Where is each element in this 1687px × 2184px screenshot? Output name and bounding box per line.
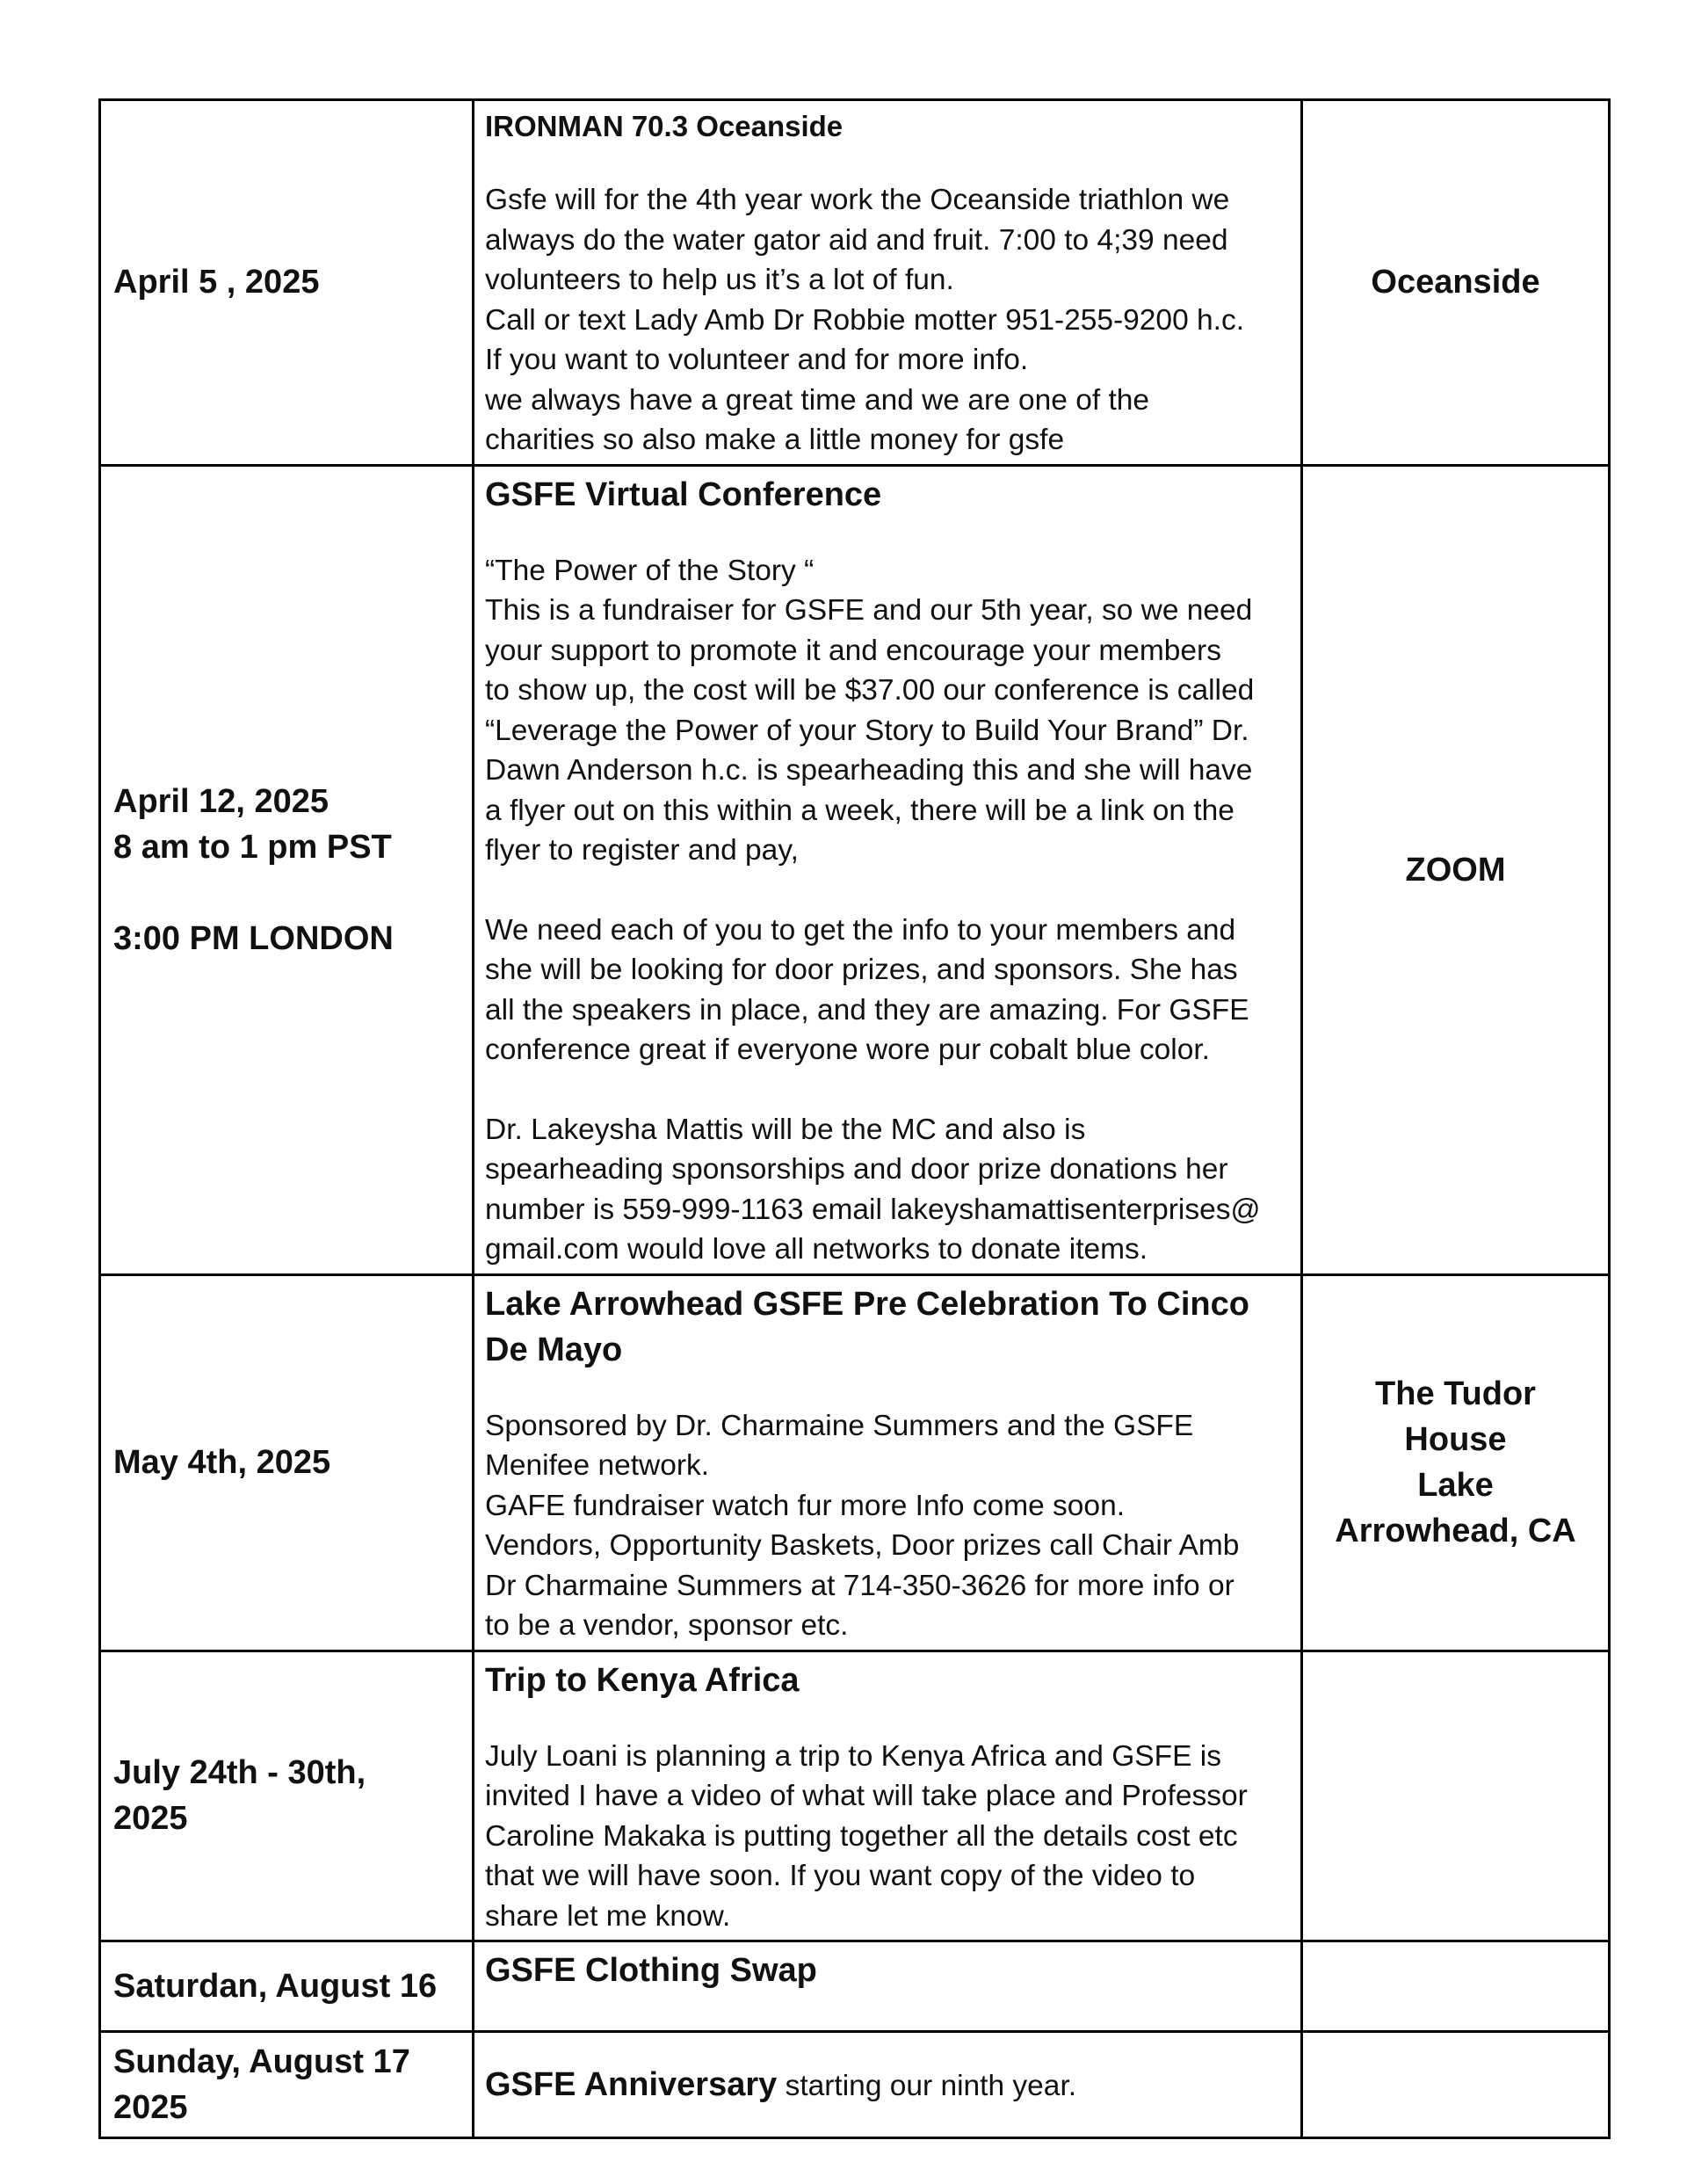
description-line: Gsfe will for the 4th year work the Oceanside triathlon we [485, 184, 1230, 216]
event-row [100, 1651, 1610, 1941]
location-line: Oceanside [1371, 264, 1540, 301]
description-line: charities so also make a little money for gsfe [485, 424, 1065, 456]
description-line: invited I have a video of what will take place and Professor [485, 1780, 1248, 1812]
event-title: GSFE Anniversary [485, 2065, 778, 2103]
description-line: Dr. Lakeysha Mattis will be the MC and also is [485, 1113, 1086, 1146]
event-description [474, 2032, 1302, 2138]
event-location [1302, 2032, 1610, 2138]
date-line: 2025 [113, 1800, 188, 1838]
description-line: number is 559-999-1163 email lakeyshamattisenterprises@ [485, 1193, 1261, 1226]
description-line: always do the water gator aid and fruit. 7:00 to 4;39 need [485, 223, 1228, 257]
event-date [100, 1651, 474, 1941]
event-row [100, 465, 1610, 1274]
description-line: your support to promote it and encourage your members [485, 634, 1221, 667]
location-line: House [1404, 1421, 1507, 1458]
date-line: 2025 [113, 2089, 188, 2126]
event-location [1302, 465, 1610, 1274]
date-line: 8 am to 1 pm PST [113, 828, 392, 866]
event-description [474, 465, 1302, 1274]
description-line: Dawn Anderson h.c. is spearheading this and she will have [485, 754, 1253, 787]
description-line: gmail.com would love all networks to donate items. [485, 1233, 1148, 1266]
date-line: April 5 , 2025 [113, 264, 320, 301]
date-line: May 4th, 2025 [113, 1444, 331, 1481]
description-text: starting our ninth year. [777, 2069, 1077, 2102]
description-line: to be a vendor, sponsor etc. [485, 1609, 849, 1642]
event-location [1302, 1274, 1610, 1651]
description-line: to show up, the cost will be $37.00 our conference is called [485, 674, 1255, 707]
description-line: volunteers to help us it’s a lot of fun. [485, 264, 954, 296]
description-line: Menifee network. [485, 1449, 710, 1482]
event-description [474, 1651, 1302, 1941]
location-line: ZOOM [1405, 851, 1506, 889]
event-description [474, 100, 1302, 466]
description-line: “The Power of the Story “ [485, 554, 815, 587]
event-row [100, 2032, 1610, 2138]
event-location [1302, 1651, 1610, 1941]
event-title: De Mayo [485, 1331, 623, 1368]
description-line: Caroline Makaka is putting together all the details cost etc [485, 1819, 1238, 1853]
events-schedule-table [98, 98, 1611, 2139]
location-line: The Tudor [1375, 1375, 1536, 1412]
description-line: This is a fundraiser for GSFE and our 5th year, so we need [485, 594, 1253, 627]
event-date [100, 100, 474, 466]
description-line: Dr Charmaine Summers at 714-350-3626 for more info or [485, 1569, 1234, 1602]
description-line: July Loani is planning a trip to Kenya Africa and GSFE is [485, 1739, 1221, 1773]
date-line: Saturdan, August 16 [113, 1968, 438, 2005]
event-description [474, 1941, 1302, 2032]
description-line: Vendors, Opportunity Baskets, Door prizes call Chair Amb [485, 1529, 1240, 1562]
event-date [100, 1274, 474, 1651]
event-title: IRONMAN 70.3 Oceanside [485, 110, 844, 142]
description-line: share let me know. [485, 1899, 731, 1933]
date-line: 3:00 PM LONDON [113, 919, 394, 957]
location-line: Lake [1417, 1467, 1494, 1504]
description-line: that we will have soon. If you want copy of the video to [485, 1860, 1196, 1892]
description-line: We need each of you to get the info to your members and [485, 913, 1236, 947]
date-spacer [113, 870, 458, 916]
description-line: she will be looking for door prizes, and sponsors. She has [485, 954, 1238, 986]
description-line: GAFE fundraiser watch fur more Info come soon. [485, 1489, 1126, 1522]
event-title: Lake Arrowhead GSFE Pre Celebration To Cinco [485, 1285, 1249, 1323]
event-title: GSFE Virtual Conference [485, 475, 882, 513]
description-line: we always have a great time and we are one of the [485, 383, 1150, 417]
event-row [100, 100, 1610, 466]
description-line: all the speakers in place, and they are amazing. For GSFE [485, 993, 1249, 1027]
event-location [1302, 1941, 1610, 2032]
event-date [100, 465, 474, 1274]
description-line: Call or text Lady Amb Dr Robbie motter 951-255-9200 h.c. [485, 303, 1244, 337]
event-row [100, 1941, 1610, 2032]
description-line: conference great if everyone wore pur cobalt blue color. [485, 1034, 1210, 1066]
date-line: Sunday, August 17 [113, 2043, 410, 2080]
description-line: If you want to volunteer and for more info. [485, 344, 1029, 376]
date-line: July 24th - 30th, [113, 1754, 366, 1792]
event-description [474, 1274, 1302, 1651]
description-line: Sponsored by Dr. Charmaine Summers and the GSFE [485, 1409, 1194, 1442]
event-row [100, 1274, 1610, 1651]
description-line: a flyer out on this within a week, there will be a link on the [485, 794, 1234, 827]
location-line: Arrowhead, CA [1335, 1513, 1576, 1549]
event-title: GSFE Clothing Swap [485, 1952, 817, 1989]
description-line: “Leverage the Power of your Story to Build Your Brand” Dr. [485, 714, 1249, 747]
event-location [1302, 100, 1610, 466]
date-line: April 12, 2025 [113, 782, 329, 820]
description-line: flyer to register and pay, [485, 834, 799, 867]
description-line: spearheading sponsorships and door prize donations her [485, 1153, 1228, 1186]
event-date [100, 2032, 474, 2138]
event-title: Trip to Kenya Africa [485, 1661, 800, 1699]
event-date [100, 1941, 474, 2032]
